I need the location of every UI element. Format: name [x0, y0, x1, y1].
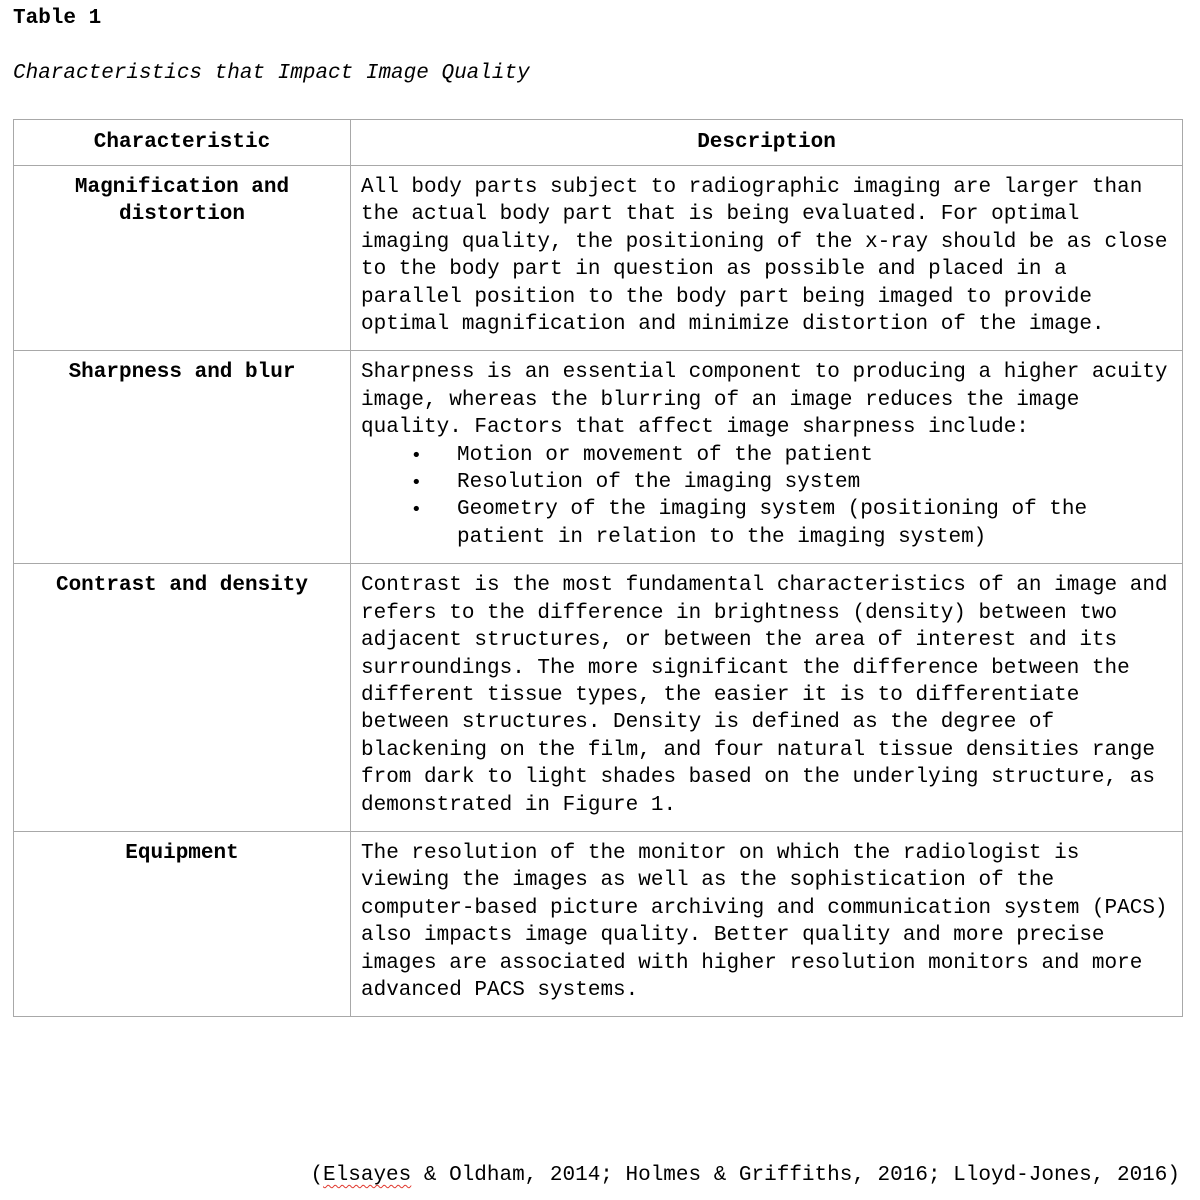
list-item: [361, 469, 1176, 496]
description-text: Sharpness is an essential component to producing a higher acuity image, whereas the blurring of an image reduces the image quality. Factors that affect image sharpness include:: [361, 361, 1168, 440]
characteristics-table: [13, 119, 1183, 1017]
citation: [310, 1163, 1180, 1189]
characteristic-cell: Contrast and density: [14, 564, 351, 832]
table-row: [14, 166, 1183, 351]
header-description: Description: [351, 120, 1183, 166]
factor-list: [361, 442, 1176, 552]
list-item: [361, 496, 1176, 551]
citation-rest: & Oldham, 2014; Holmes & Griffiths, 2016; Lloyd-Jones, 2016): [411, 1164, 1180, 1187]
description-cell: All body parts subject to radiographic imaging are larger than the actual body part that is being evaluated. For optimal imaging quality, the positioning of the x-ray should be as close to the body part in question as possible and placed in a parallel position to the body part being imaged to provide optimal magnification and minimize distortion of the image.: [351, 166, 1183, 351]
characteristic-cell: Magnification and distortion: [14, 166, 351, 351]
table-row: [14, 351, 1183, 564]
description-cell: Contrast is the most fundamental characteristics of an image and refers to the difference in brightness (density) between two adjacent structures, or between the area of interest and its surroundings. The more significant the difference between the different tissue types, the easier it is to differentiate between structures. Density is defined as the degree of blackening on the film, and four natural tissue densities range from dark to light shades based on the underlying structure, as demonstrated in Figure 1.: [351, 564, 1183, 832]
table-header-row: [14, 120, 1183, 166]
characteristic-cell: Sharpness and blur: [14, 351, 351, 564]
bullet-icon: •: [411, 444, 422, 466]
header-characteristic: Characteristic: [14, 120, 351, 166]
factor-text: Geometry of the imaging system (positioning of the patient in relation to the imaging system): [457, 498, 1088, 549]
table-row: [14, 831, 1183, 1016]
characteristic-cell: Equipment: [14, 831, 351, 1016]
table-number: Table 1: [13, 7, 102, 30]
factor-text: Resolution of the imaging system: [457, 471, 861, 495]
table-title: Characteristics that Impact Image Quality: [13, 62, 530, 85]
list-item: [361, 442, 1176, 469]
description-cell: [351, 351, 1183, 564]
bullet-icon: •: [411, 499, 422, 521]
citation-open: (: [310, 1164, 324, 1187]
bullet-icon: •: [411, 472, 422, 494]
table-row: [14, 564, 1183, 832]
description-cell: The resolution of the monitor on which the radiologist is viewing the images as well as the sophistication of the computer-based picture archiving and communication system (PACS) also impacts image quality. Better quality and more precise images are associated with higher resolution monitors and more advanced PACS systems.: [351, 831, 1183, 1016]
factor-text: Motion or movement of the patient: [457, 443, 873, 467]
citation-flagged-author[interactable]: Elsayes: [323, 1164, 412, 1187]
